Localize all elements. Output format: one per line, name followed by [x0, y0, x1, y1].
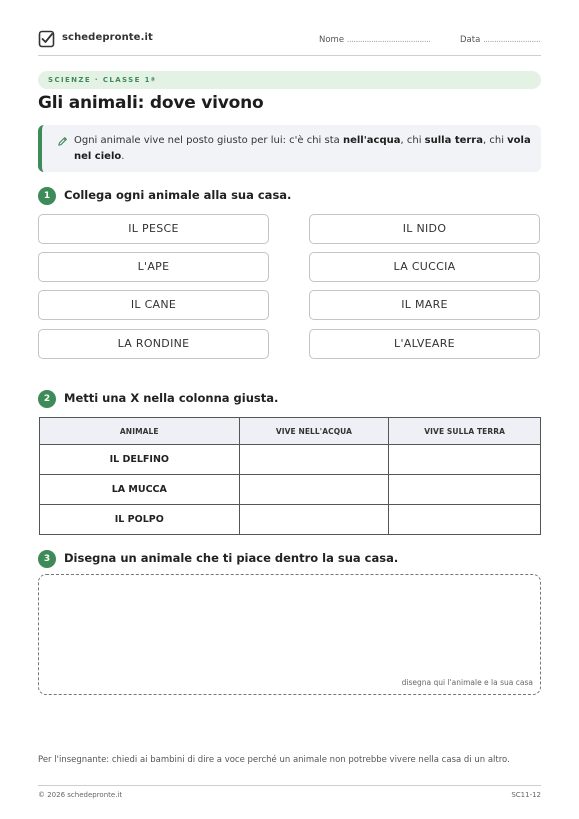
table-cell-animal: LA MUCCA: [40, 475, 240, 505]
table-cell-land-checkbox[interactable]: [389, 505, 541, 535]
table-row: [40, 475, 541, 505]
match-animal-1[interactable]: IL PESCE: [38, 214, 269, 244]
section-3-number: 3: [38, 550, 56, 568]
table-header-water: VIVE NELL'ACQUA: [239, 418, 389, 445]
table-cell-water-checkbox[interactable]: [239, 505, 389, 535]
name-dots: ......................................: [346, 35, 431, 45]
checkbox-logo-icon: [38, 30, 56, 48]
date-label: Data: [460, 35, 481, 45]
match-home-3[interactable]: IL MARE: [309, 290, 540, 320]
pencil-icon: [57, 136, 68, 147]
copyright-text: © 2026 schedepronte.it: [38, 791, 123, 799]
subject-badge: SCIENZE · CLASSE 1ª: [38, 71, 541, 89]
name-field[interactable]: [319, 35, 430, 45]
table-cell-land-checkbox[interactable]: [389, 475, 541, 505]
brand-name: schedepronte.it: [62, 32, 153, 43]
table-cell-water-checkbox[interactable]: [239, 475, 389, 505]
match-home-1[interactable]: IL NIDO: [309, 214, 540, 244]
intro-note: [38, 125, 541, 172]
page-header: [38, 30, 541, 56]
date-field[interactable]: [460, 35, 540, 45]
sheet-code: SC11-12: [511, 791, 541, 799]
table-cell-land-checkbox[interactable]: [389, 445, 541, 475]
table-cell-animal: IL POLPO: [40, 505, 240, 535]
teacher-note: Per l'insegnante: chiedi ai bambini di dire a voce perché un animale non potrebbe vivere nella casa di un altro.: [38, 755, 510, 765]
date-dots: ..........................: [483, 35, 541, 45]
section-1-title: Collega ogni animale alla sua casa.: [64, 188, 292, 202]
drawing-hint: disegna qui l'animale e la sua casa: [401, 678, 533, 687]
match-home-4[interactable]: L'ALVEARE: [309, 329, 540, 359]
table-cell-water-checkbox[interactable]: [239, 445, 389, 475]
table-header-row: [40, 418, 541, 445]
match-home-2[interactable]: LA CUCCIA: [309, 252, 540, 282]
table-row: [40, 445, 541, 475]
section-1-number: 1: [38, 187, 56, 205]
drawing-area[interactable]: [38, 574, 541, 695]
habitat-table: [39, 417, 541, 535]
table-cell-animal: IL DELFINO: [40, 445, 240, 475]
table-header-animal: ANIMALE: [40, 418, 240, 445]
match-animal-2[interactable]: L'APE: [38, 252, 269, 282]
table-header-land: VIVE SULLA TERRA: [389, 418, 541, 445]
section-3-title: Disegna un animale che ti piace dentro la sua casa.: [64, 551, 399, 565]
match-animal-4[interactable]: LA RONDINE: [38, 329, 269, 359]
match-animal-3[interactable]: IL CANE: [38, 290, 269, 320]
name-label: Nome: [319, 35, 345, 45]
page-title: Gli animali: dove vivono: [38, 93, 264, 113]
intro-text: Ogni animale vive nel posto giusto per lui: c'è chi sta nell'acqua, chi sulla terra, chi vola nel cielo.: [74, 135, 531, 162]
section-2-number: 2: [38, 390, 56, 408]
page-footer: [38, 785, 541, 801]
section-2-title: Metti una X nella colonna giusta.: [64, 391, 279, 405]
table-row: [40, 505, 541, 535]
